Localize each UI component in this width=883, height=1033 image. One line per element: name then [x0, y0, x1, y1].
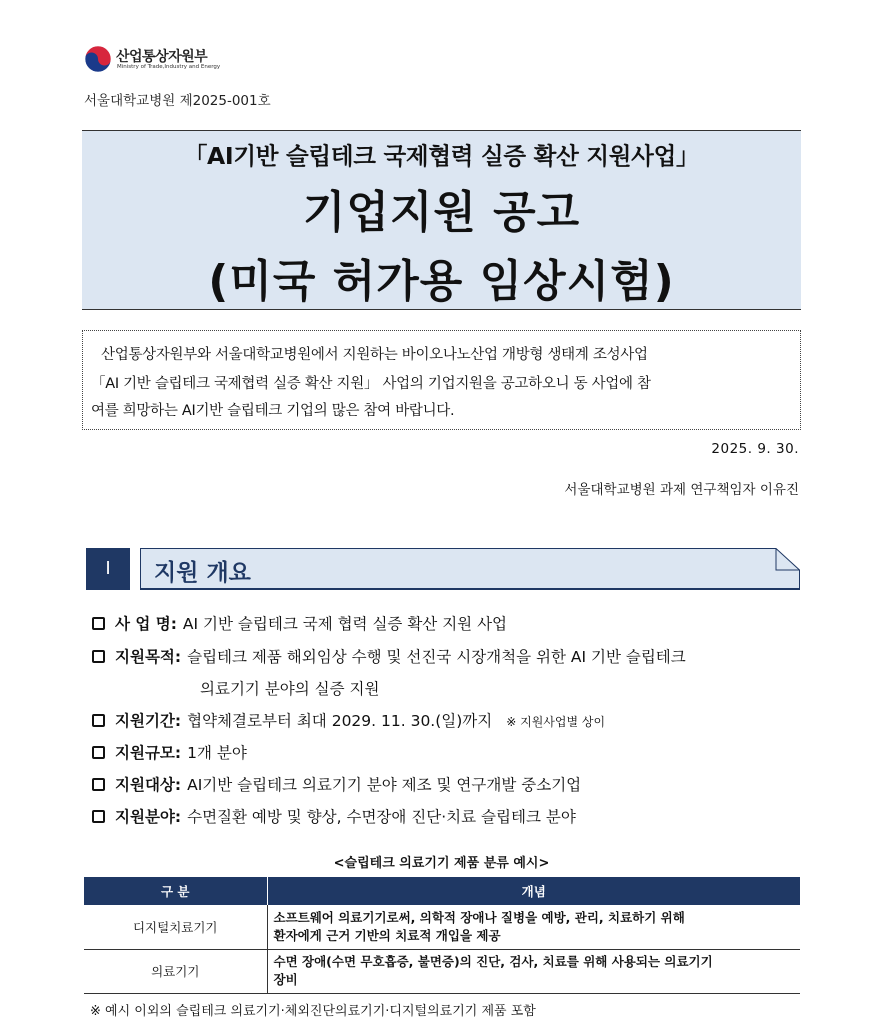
checkbox-icon — [92, 617, 105, 630]
item-target: 지원대상: AI기반 슬립테크 의료기기 분야 제조 및 연구개발 중소기업 — [92, 773, 581, 795]
table-header-category: 구 분 — [84, 877, 267, 905]
classification-table — [84, 877, 800, 994]
item-period: 지원기간: 협약체결로부터 최대 2029. 11. 30.(일)까지 ※ 지원사업별 상이 — [92, 709, 605, 731]
table-header-concept: 개념 — [267, 877, 800, 905]
table-row — [84, 949, 800, 993]
table-caption: <슬립테크 의료기기 제품 분류 예시> — [333, 856, 550, 871]
title-program: 「AI기반 슬립테크 국제협력 실증 확산 지원사업」 — [183, 142, 700, 170]
checkbox-icon — [92, 714, 105, 727]
ministry-name-ko: 산업통상자원부 — [116, 49, 208, 65]
signer: 서울대학교병원 과제 연구책임자 이유진 — [564, 482, 799, 498]
title-box — [82, 130, 801, 310]
intro-line-1: 산업통상자원부와 서울대학교병원에서 지원하는 바이오나노산업 개방형 생태계 조성사업 — [101, 347, 648, 363]
period-note: ※ 지원사업별 상이 — [506, 715, 606, 729]
checkbox-icon — [92, 746, 105, 759]
table-footnote: ※ 예시 이외의 슬립테크 의료기기·체외진단의료기기·디지털의료기기 제품 포함 — [90, 1004, 536, 1019]
checkbox-icon — [92, 810, 105, 823]
ministry-logo — [84, 45, 234, 77]
document-number: 서울대학교병원 제2025-001호 — [84, 93, 271, 109]
section-title: 지원 개요 — [154, 560, 251, 586]
table-row — [84, 905, 800, 949]
intro-line-3: 여를 희망하는 AI기반 슬립테크 기업의 많은 참여 바랍니다. — [91, 403, 455, 419]
announcement-date: 2025. 9. 30. — [711, 441, 799, 457]
taegeuk-emblem-icon — [84, 45, 112, 73]
item-project-name: 사 업 명: AI 기반 슬립테크 국제 협력 실증 확산 지원 사업 — [92, 612, 507, 634]
section-number: Ⅰ — [86, 548, 130, 590]
table-cell-concept: 수면 장애(수면 무호흡증, 불면증)의 진단, 검사, 치료를 위해 사용되는 의료기기 장비 — [267, 949, 800, 993]
item-purpose: 지원목적: 슬립테크 제품 해외임상 수행 및 선진국 시장개척을 위한 AI 기반 슬립테크 — [92, 645, 686, 667]
table-cell-category: 디지털치료기기 — [84, 905, 267, 949]
checkbox-icon — [92, 778, 105, 791]
intro-line-2: 「AI 기반 슬립테크 국제협력 실증 확산 지원」 사업의 기업지원을 공고하오니 동 사업에 참 — [91, 376, 651, 392]
item-scale: 지원규모: 1개 분야 — [92, 741, 247, 763]
intro-box — [82, 330, 801, 430]
title-sub: (미국 허가용 임상시험) — [208, 256, 675, 307]
item-field: 지원분야: 수면질환 예방 및 향상, 수면장애 진단·치료 슬립테크 분야 — [92, 805, 576, 827]
ministry-name-en: Ministry of Trade,Industry and Energy — [117, 64, 221, 70]
table-cell-concept: 소프트웨어 의료기기로써, 의학적 장애나 질병을 예방, 관리, 치료하기 위해 환자에게 근거 기반의 치료적 개입을 제공 — [267, 905, 800, 949]
section-header — [140, 548, 800, 590]
title-main: 기업지원 공고 — [302, 187, 581, 238]
table-cell-category: 의료기기 — [84, 949, 267, 993]
item-purpose-continued: 의료기기 분야의 실증 지원 — [200, 680, 380, 698]
checkbox-icon — [92, 650, 105, 663]
